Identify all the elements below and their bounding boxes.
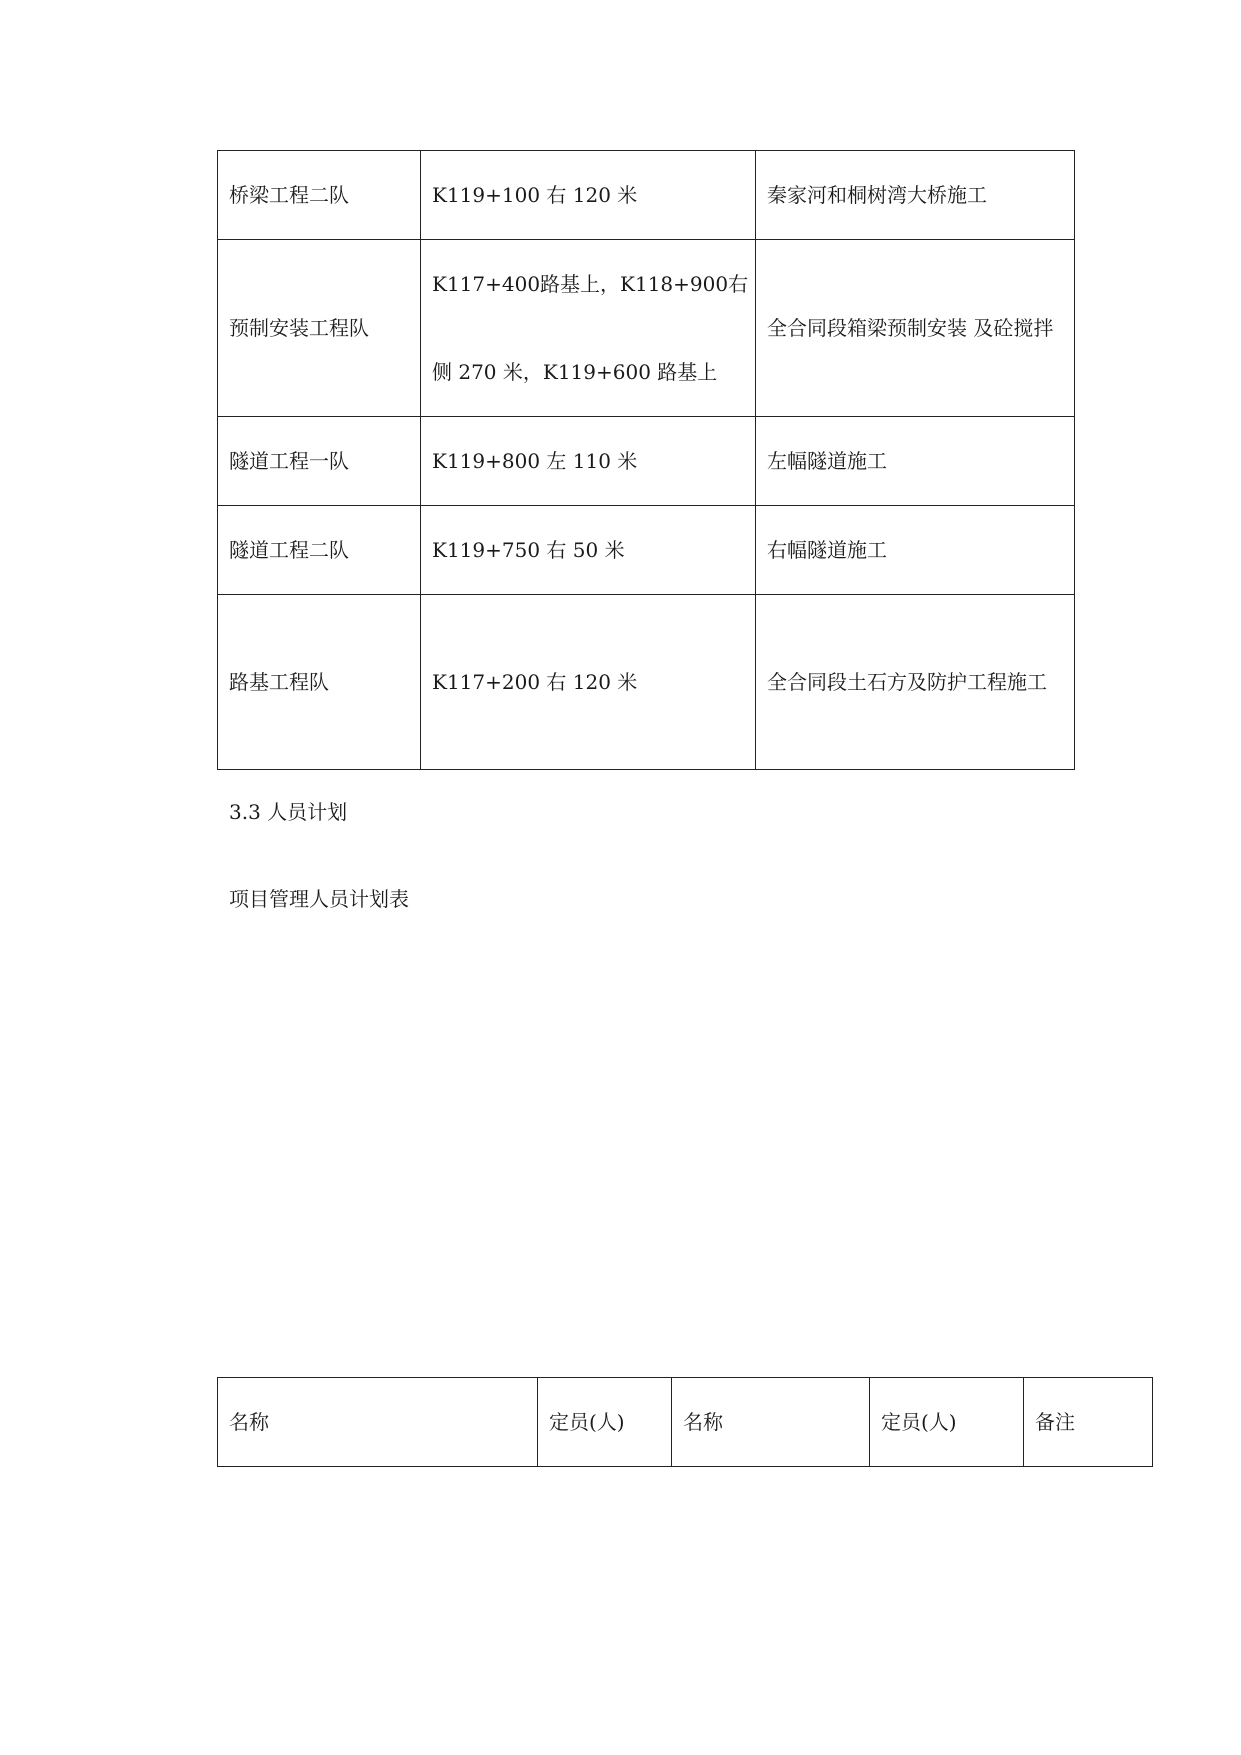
table-row [218, 151, 1075, 240]
staff-plan-table [217, 1377, 1153, 1467]
table-row [218, 240, 1075, 417]
header-name-cell: 名称 [218, 1378, 538, 1467]
section-heading: 3.3 人员计划 [229, 800, 348, 824]
location-cell: K117+200 右 120 米 [421, 595, 756, 770]
header-headcount-cell: 定员(人) [538, 1378, 672, 1467]
header-headcount-cell: 定员(人) [870, 1378, 1024, 1467]
task-cell: 秦家河和桐树湾大桥施工 [756, 151, 1075, 240]
location-cell: K119+800 左 110 米 [421, 417, 756, 506]
task-cell: 全合同段箱梁预制安装 及砼搅拌 [756, 240, 1075, 417]
task-cell: 全合同段土石方及防护工程施工 [756, 595, 1075, 770]
header-remarks-cell: 备注 [1024, 1378, 1153, 1467]
table-header-row [218, 1378, 1153, 1467]
task-cell: 左幅隧道施工 [756, 417, 1075, 506]
table-row [218, 506, 1075, 595]
location-cell: K119+100 右 120 米 [421, 151, 756, 240]
team-name-cell: 桥梁工程二队 [218, 151, 421, 240]
table-caption: 项目管理人员计划表 [229, 887, 409, 911]
table-row [218, 417, 1075, 506]
team-name-cell: 路基工程队 [218, 595, 421, 770]
task-cell: 右幅隧道施工 [756, 506, 1075, 595]
team-location-table [217, 150, 1075, 770]
team-name-cell: 隧道工程二队 [218, 506, 421, 595]
location-cell: K119+750 右 50 米 [421, 506, 756, 595]
location-cell: K117+400路基上，K118+900右侧 270 米，K119+600 路基上 [421, 240, 756, 417]
table-row [218, 595, 1075, 770]
team-name-cell: 预制安装工程队 [218, 240, 421, 417]
team-name-cell: 隧道工程一队 [218, 417, 421, 506]
header-name-cell: 名称 [672, 1378, 870, 1467]
